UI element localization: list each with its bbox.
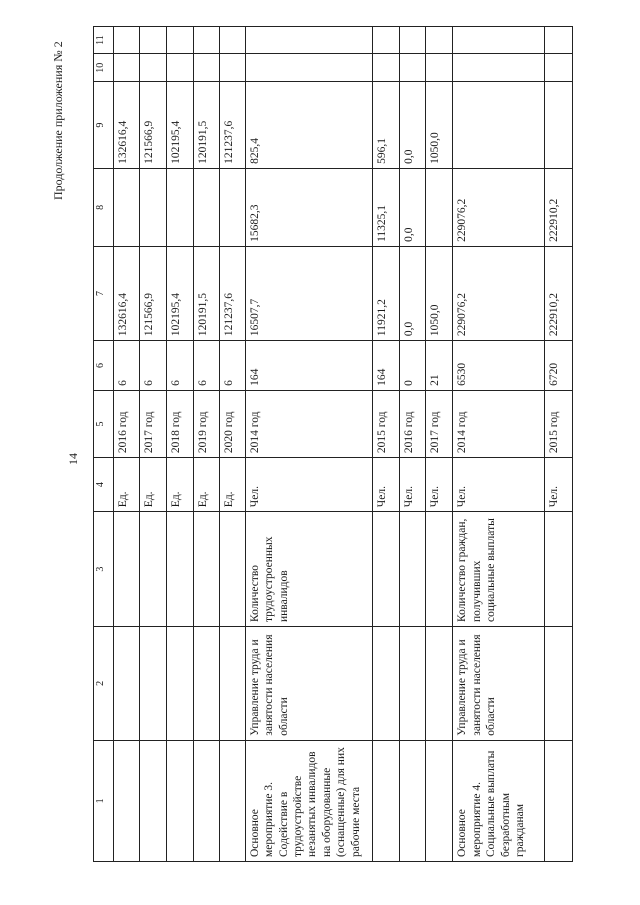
column-number-row (94, 27, 114, 862)
table-cell: 11325,1 (372, 168, 399, 246)
table-cell: Ед. (219, 458, 245, 512)
table-cell (113, 740, 139, 861)
table-cell: 222910,2 (544, 246, 572, 340)
table-cell: 1050,0 (426, 82, 453, 169)
table-cell (219, 740, 245, 861)
table-cell (193, 627, 219, 741)
table-cell (372, 54, 399, 82)
table-cell: 6 (193, 341, 219, 391)
table-cell (400, 54, 426, 82)
table-row (245, 27, 372, 862)
table-row (400, 27, 426, 862)
table-cell: Чел. (400, 458, 426, 512)
table-cell (426, 627, 453, 741)
table-cell: 0 (400, 341, 426, 391)
table-cell (372, 740, 399, 861)
table-cell: 2014 год (453, 390, 544, 457)
table-cell (167, 627, 193, 741)
table-cell: 2019 год (193, 390, 219, 457)
table-cell: 0,0 (400, 246, 426, 340)
table-cell: Ед. (167, 458, 193, 512)
table-row (113, 27, 139, 862)
table-row (219, 27, 245, 862)
table-cell (245, 27, 372, 54)
table-cell (140, 27, 167, 54)
table-cell (400, 627, 426, 741)
table-cell (544, 627, 572, 741)
table-cell (544, 54, 572, 82)
table-cell: 6 (167, 341, 193, 391)
table-cell: 6530 (453, 341, 544, 391)
col-header: 7 (94, 246, 114, 340)
table-cell (219, 627, 245, 741)
table-cell (113, 54, 139, 82)
table-cell: 16507,7 (245, 246, 372, 340)
table-cell: 596,1 (372, 82, 399, 169)
table-cell: 222910,2 (544, 168, 572, 246)
table-cell: 120191,5 (193, 82, 219, 169)
table-cell: 2018 год (167, 390, 193, 457)
table-cell (113, 627, 139, 741)
table-cell: 2015 год (372, 390, 399, 457)
table-cell: Ед. (193, 458, 219, 512)
table-cell: 121237,6 (219, 246, 245, 340)
table-cell (426, 54, 453, 82)
table-cell: 2017 год (426, 390, 453, 457)
table-cell: Чел. (372, 458, 399, 512)
table-body (94, 27, 573, 862)
table-cell: 2015 год (544, 390, 572, 457)
table-cell (453, 82, 544, 169)
table-cell: Количество граждан, получивших социальные выплаты (453, 512, 544, 627)
table-row (140, 27, 167, 862)
table-cell: 229076,2 (453, 168, 544, 246)
table-cell: 121566,9 (140, 82, 167, 169)
table-cell (167, 512, 193, 627)
table-cell: Основное мероприятие 3. Содействие в трудоустройстве незанятых инвалидов на оборудованные (оснащенные) для них рабочие места (245, 740, 372, 861)
col-header: 3 (94, 512, 114, 627)
table-cell (193, 54, 219, 82)
table-cell (453, 54, 544, 82)
col-header: 1 (94, 740, 114, 861)
table-cell (167, 740, 193, 861)
table-cell (140, 627, 167, 741)
table-cell: Управление труда и занятости населения области (245, 627, 372, 741)
table-cell (193, 168, 219, 246)
col-header: 6 (94, 341, 114, 391)
table-cell (167, 54, 193, 82)
table-cell: 6 (113, 341, 139, 391)
table-cell (426, 512, 453, 627)
table-cell (400, 740, 426, 861)
table-cell: Ед. (113, 458, 139, 512)
table-cell: 21 (426, 341, 453, 391)
table-cell (193, 512, 219, 627)
table-cell (453, 27, 544, 54)
table-cell: 1050,0 (426, 246, 453, 340)
table-row (193, 27, 219, 862)
table-row (372, 27, 399, 862)
table-cell: 15682,3 (245, 168, 372, 246)
col-header: 5 (94, 390, 114, 457)
table-cell (544, 740, 572, 861)
table-cell (140, 740, 167, 861)
table-cell: 121237,6 (219, 82, 245, 169)
table-cell (140, 54, 167, 82)
table-cell (372, 627, 399, 741)
col-header: 2 (94, 627, 114, 741)
table-cell (219, 54, 245, 82)
table-cell: Ед. (140, 458, 167, 512)
table-cell: Чел. (453, 458, 544, 512)
table-cell: 2016 год (113, 390, 139, 457)
table-cell: Количество трудоустроенных инвалидов (245, 512, 372, 627)
table-cell (426, 740, 453, 861)
table-cell: 825,4 (245, 82, 372, 169)
table-cell (544, 512, 572, 627)
table-cell: Основное мероприятие 4. Социальные выплаты безработным гражданам (453, 740, 544, 861)
table-cell: Чел. (245, 458, 372, 512)
table-cell (426, 168, 453, 246)
table-cell (167, 168, 193, 246)
table-cell (219, 27, 245, 54)
col-header: 8 (94, 168, 114, 246)
table-cell: 0,0 (400, 82, 426, 169)
table-cell: 164 (372, 341, 399, 391)
table-cell: Управление труда и занятости населения области (453, 627, 544, 741)
table-cell (544, 27, 572, 54)
table-cell (113, 512, 139, 627)
table-cell (372, 27, 399, 54)
table-cell: 164 (245, 341, 372, 391)
table-cell (193, 740, 219, 861)
table-cell: 6 (140, 341, 167, 391)
table-row (544, 27, 572, 862)
table-cell: 2014 год (245, 390, 372, 457)
table-cell: 6720 (544, 341, 572, 391)
table-cell: Чел. (426, 458, 453, 512)
table-cell (193, 27, 219, 54)
col-header: 11 (94, 27, 114, 54)
table-cell: 2016 год (400, 390, 426, 457)
table-cell: 0,0 (400, 168, 426, 246)
table-row (453, 27, 544, 862)
col-header: 9 (94, 82, 114, 169)
appendix-continuation-note: Продолжение приложения № 2 (51, 41, 65, 200)
table-cell (544, 82, 572, 169)
col-header: 10 (94, 54, 114, 82)
table-cell (113, 168, 139, 246)
table-cell (245, 54, 372, 82)
table-cell (372, 512, 399, 627)
page-number: 14 (66, 453, 80, 465)
table-cell: 102195,4 (167, 246, 193, 340)
table-cell: 2020 год (219, 390, 245, 457)
table-cell: 229076,2 (453, 246, 544, 340)
table-cell: 132616,4 (113, 82, 139, 169)
table-row (167, 27, 193, 862)
table-cell (219, 512, 245, 627)
table-cell: 120191,5 (193, 246, 219, 340)
table-cell (113, 27, 139, 54)
table-cell: Чел. (544, 458, 572, 512)
table-cell: 2017 год (140, 390, 167, 457)
table-cell (140, 512, 167, 627)
table-cell: 6 (219, 341, 245, 391)
table-cell: 11921,2 (372, 246, 399, 340)
table-cell: 121566,9 (140, 246, 167, 340)
table-cell (140, 168, 167, 246)
table-cell: 132616,4 (113, 246, 139, 340)
table-cell (400, 512, 426, 627)
program-table (93, 26, 573, 862)
col-header: 4 (94, 458, 114, 512)
table-row (426, 27, 453, 862)
table-cell (219, 168, 245, 246)
table-cell: 102195,4 (167, 82, 193, 169)
table-cell (426, 27, 453, 54)
table-cell (400, 27, 426, 54)
table-cell (167, 27, 193, 54)
